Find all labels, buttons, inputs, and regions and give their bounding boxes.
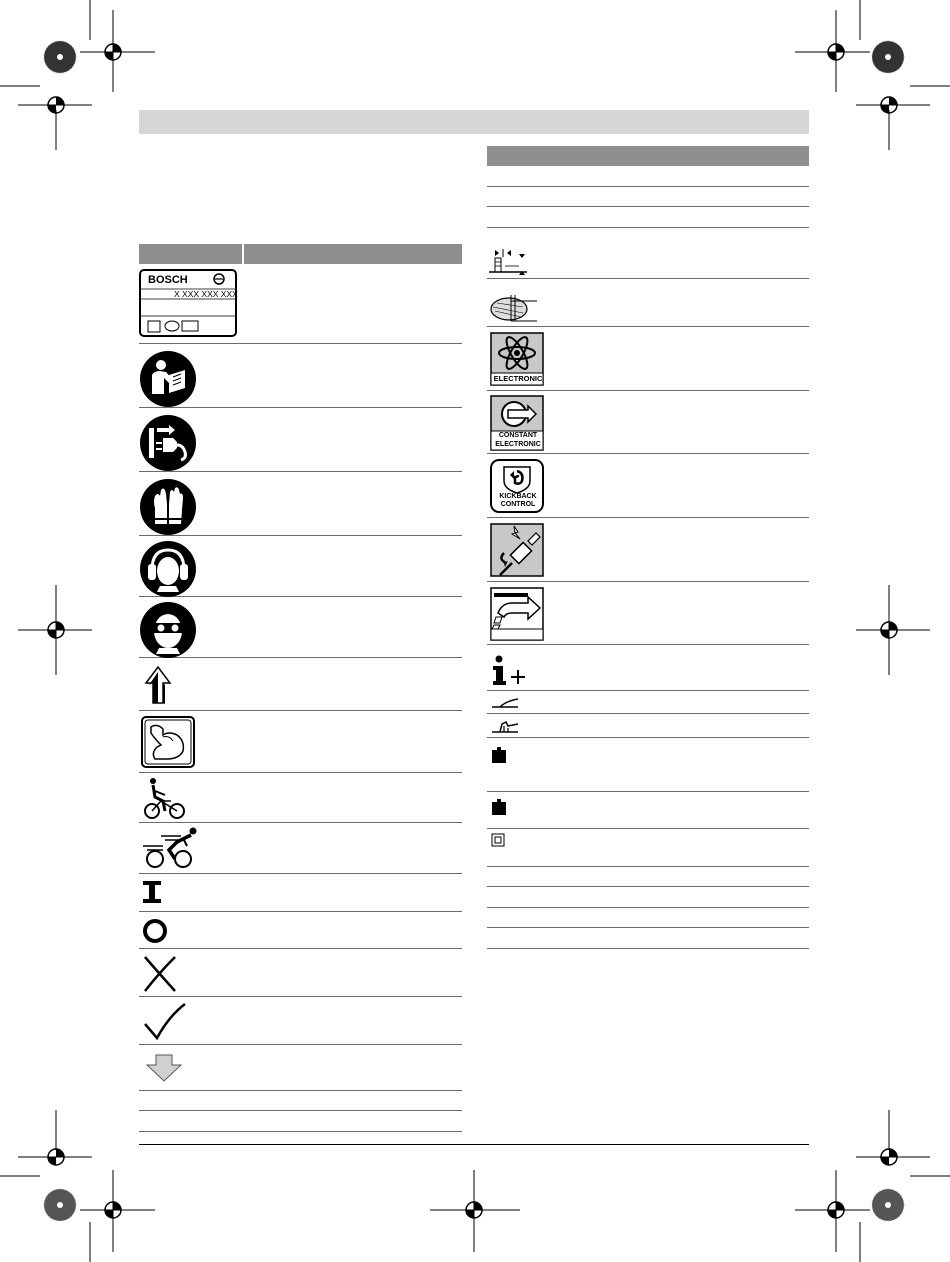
saw-blade-icon — [489, 293, 539, 323]
table-row — [139, 658, 462, 711]
table-row — [139, 997, 462, 1045]
table-header — [139, 244, 462, 264]
eye-protection-icon — [139, 601, 197, 659]
off-switch-icon — [141, 918, 169, 946]
table-row — [139, 912, 462, 949]
constant-label-line1: CONSTANT — [498, 432, 538, 439]
table-row — [139, 711, 462, 773]
rating-plate-icon — [139, 269, 237, 337]
constant-electronic-icon — [490, 395, 544, 451]
table-row — [487, 207, 809, 228]
cross-icon — [141, 955, 179, 993]
weight-icon — [491, 746, 507, 764]
table-row — [487, 391, 809, 454]
restart-protection-icon — [490, 523, 544, 577]
table-row — [487, 908, 809, 928]
speed-low-icon — [490, 697, 520, 709]
footer-rule — [139, 1144, 809, 1145]
kickback-label-line1: KICKBACK — [499, 493, 537, 500]
table-row — [487, 279, 809, 327]
table-header — [487, 146, 809, 166]
read-manual-icon — [139, 350, 197, 408]
header-bar — [139, 110, 809, 134]
table-row — [139, 472, 462, 536]
table-row — [487, 518, 809, 582]
left-symbol-table — [139, 244, 462, 1132]
on-switch-icon — [141, 879, 165, 905]
check-icon — [143, 1002, 187, 1042]
table-row — [487, 738, 809, 792]
table-row — [487, 228, 809, 279]
table-row — [139, 773, 462, 823]
table-row — [487, 714, 809, 738]
table-row — [487, 166, 809, 187]
depth-gauge-icon — [489, 248, 527, 276]
plate-brand: BOSCH — [148, 274, 188, 286]
table-row — [487, 829, 809, 867]
table-row — [487, 867, 809, 887]
kickback-label-line2: CONTROL — [500, 501, 536, 508]
table-row — [139, 1045, 462, 1091]
table-row — [487, 454, 809, 518]
unplug-icon — [139, 414, 197, 472]
table-row — [139, 949, 462, 997]
small-weight-icon — [491, 798, 507, 816]
table-row — [487, 327, 809, 391]
bicycle-slow-icon — [143, 777, 187, 821]
table-row — [487, 691, 809, 714]
table-row — [487, 928, 809, 949]
table-row — [487, 645, 809, 691]
table-row — [139, 264, 462, 344]
electronic-label: ELECTRONIC — [493, 374, 543, 383]
table-row — [139, 344, 462, 408]
table-row — [139, 408, 462, 472]
soft-start-icon — [490, 587, 544, 641]
speed-high-icon — [490, 718, 520, 734]
table-row — [139, 1091, 462, 1111]
table-row — [487, 582, 809, 645]
strength-icon — [139, 715, 197, 769]
table-row — [139, 597, 462, 658]
kickback-control-icon — [490, 459, 544, 513]
gloves-icon — [139, 478, 197, 536]
bicycle-fast-icon — [141, 826, 199, 870]
table-row — [139, 1111, 462, 1132]
electronic-icon — [490, 332, 544, 386]
info-plus-icon — [491, 655, 527, 687]
table-row — [487, 792, 809, 829]
arrow-down-icon — [145, 1053, 183, 1083]
right-symbol-table — [487, 146, 809, 949]
arrow-up-icon — [144, 665, 174, 705]
plate-serial: X XXX XXX XXX — [174, 289, 238, 299]
table-row — [487, 887, 809, 908]
table-row — [139, 874, 462, 912]
table-row — [487, 187, 809, 207]
table-row — [139, 823, 462, 874]
ear-protection-icon — [139, 540, 197, 598]
double-insulation-icon — [491, 833, 505, 847]
table-row — [139, 536, 462, 597]
constant-label-line2: ELECTRONIC — [495, 441, 541, 448]
